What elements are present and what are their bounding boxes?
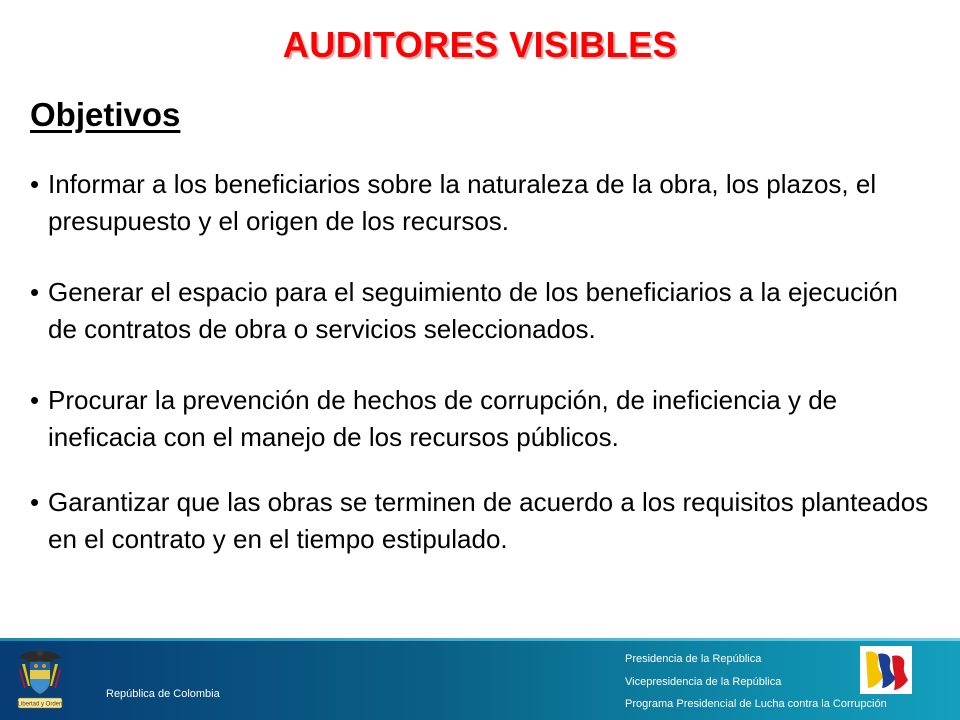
coat-motto: Libertad y Orden: [17, 701, 63, 708]
republica-label: República de Colombia: [106, 688, 220, 700]
objective-item: • Informar a los beneficiarios sobre la naturaleza de la obra, los plazos, el presupuesto y el origen de los recursos.: [30, 166, 930, 240]
objectives-list: [30, 166, 930, 592]
anticorruption-program-logo-icon: [860, 646, 912, 694]
section-subtitle: Objetivos: [30, 96, 181, 133]
footer-bar: [0, 638, 960, 720]
org-line-vicepresidencia: Vicepresidencia de la República: [625, 676, 782, 688]
slide-title: AUDITORES VISIBLES: [282, 24, 678, 65]
objective-item: • Generar el espacio para el seguimiento de los beneficiarios a la ejecución de contratos de obra o servicios seleccionados.: [30, 274, 930, 348]
coat-of-arms-icon: [16, 646, 64, 710]
org-line-programa: Programa Presidencial de Lucha contra la Corrupción: [625, 698, 887, 710]
org-line-presidencia: Presidencia de la República: [625, 653, 762, 665]
objective-item: • Garantizar que las obras se terminen de acuerdo a los requisitos planteados en el contrato y en el tiempo estipulado.: [30, 484, 930, 558]
objective-item: • Procurar la prevención de hechos de corrupción, de ineficiencia y de ineficacia con el manejo de los recursos públicos.: [30, 382, 930, 456]
